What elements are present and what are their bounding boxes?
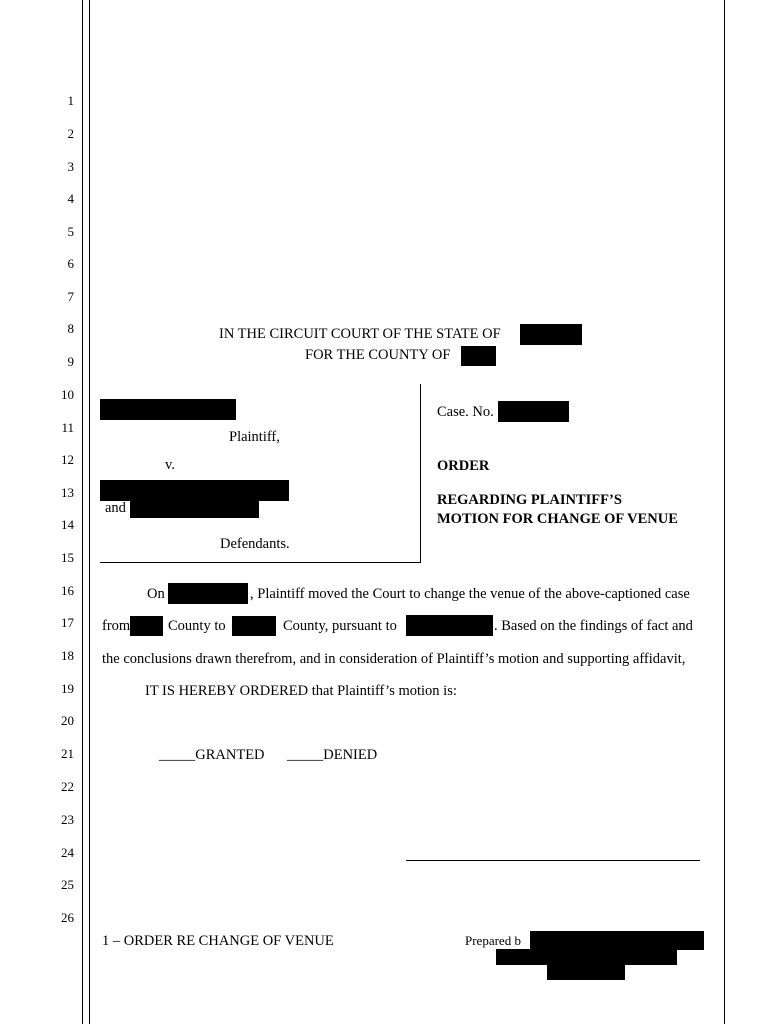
line-number: 2 bbox=[67, 126, 74, 141]
footer-title: 1 – ORDER RE CHANGE OF VENUE bbox=[102, 933, 334, 949]
line-number: 9 bbox=[67, 354, 74, 369]
versus-label: v. bbox=[165, 457, 175, 473]
prepared-by-label: Prepared b bbox=[465, 933, 521, 948]
caption-bottom-rule bbox=[100, 562, 421, 563]
line-number: 12 bbox=[61, 452, 74, 467]
redacted-preparer-line-1 bbox=[530, 931, 704, 950]
line-number: 16 bbox=[61, 583, 74, 598]
line-number: 11 bbox=[61, 420, 74, 435]
line-number: 3 bbox=[67, 159, 74, 174]
ordered-statement: IT IS HEREBY ORDERED that Plaintiff’s motion is: bbox=[145, 683, 457, 699]
court-heading: IN THE CIRCUIT COURT OF THE STATE OF bbox=[219, 326, 501, 342]
redacted-defendant-name-2 bbox=[130, 499, 259, 518]
margin-rule-left-inner bbox=[89, 0, 90, 1024]
margin-rule-right bbox=[724, 0, 725, 1024]
line-number: 18 bbox=[61, 648, 74, 663]
redacted-case-number bbox=[498, 401, 569, 422]
body-paragraph-line-1: , Plaintiff moved the Court to change the venue of the above-captioned case bbox=[250, 586, 690, 602]
line-number: 23 bbox=[61, 812, 74, 827]
plaintiff-label: Plaintiff, bbox=[229, 429, 280, 445]
line-number: 8 bbox=[67, 321, 74, 336]
line-number: 14 bbox=[61, 517, 74, 532]
line-number: 10 bbox=[61, 387, 74, 402]
redacted-preparer-line-2 bbox=[496, 949, 677, 965]
line-number: 5 bbox=[67, 224, 74, 239]
granted-option: _____GRANTED bbox=[159, 747, 265, 763]
line-number: 4 bbox=[67, 191, 74, 206]
signature-line bbox=[406, 860, 700, 861]
denied-option: _____DENIED bbox=[287, 747, 378, 763]
body-based-on: . Based on the findings of fact and bbox=[494, 618, 693, 634]
line-number: 25 bbox=[61, 877, 74, 892]
line-number: 15 bbox=[61, 550, 74, 565]
line-number: 7 bbox=[67, 289, 74, 304]
body-from: from bbox=[102, 618, 131, 634]
redacted-plaintiff-name bbox=[100, 399, 236, 420]
redacted-date bbox=[168, 583, 248, 604]
body-paragraph-line-3: the conclusions drawn therefrom, and in consideration of Plaintiff’s motion and supporting affidavit, bbox=[102, 651, 686, 667]
order-title: ORDER bbox=[437, 458, 490, 474]
line-number: 13 bbox=[61, 485, 74, 500]
redacted-defendant-name-1 bbox=[100, 480, 289, 501]
and-label: and bbox=[105, 500, 126, 516]
order-subtitle-line-2: MOTION FOR CHANGE OF VENUE bbox=[437, 511, 678, 527]
caption-divider bbox=[420, 384, 421, 563]
order-subtitle-line-1: REGARDING PLAINTIFF’S bbox=[437, 492, 622, 508]
line-number: 1 bbox=[67, 93, 74, 108]
redacted-to-county bbox=[232, 616, 276, 636]
redacted-state bbox=[520, 324, 582, 345]
redacted-from-county bbox=[130, 616, 163, 636]
line-number: 17 bbox=[61, 615, 74, 630]
line-number: 6 bbox=[67, 256, 74, 271]
margin-rule-left-outer bbox=[82, 0, 83, 1024]
body-county-to: County to bbox=[168, 618, 226, 634]
line-number: 21 bbox=[61, 746, 74, 761]
redacted-preparer-line-3 bbox=[547, 965, 625, 980]
line-number: 24 bbox=[61, 845, 74, 860]
body-on: On bbox=[147, 586, 165, 602]
defendants-label: Defendants. bbox=[220, 536, 290, 552]
body-county-pursuant: County, pursuant to bbox=[283, 618, 397, 634]
redacted-county bbox=[461, 346, 496, 366]
line-number: 26 bbox=[61, 910, 74, 925]
redacted-statute bbox=[406, 615, 493, 636]
case-number-label: Case. No. bbox=[437, 404, 494, 420]
county-heading: FOR THE COUNTY OF bbox=[305, 347, 451, 363]
line-number: 22 bbox=[61, 779, 74, 794]
line-number: 19 bbox=[61, 681, 74, 696]
line-number: 20 bbox=[61, 713, 74, 728]
